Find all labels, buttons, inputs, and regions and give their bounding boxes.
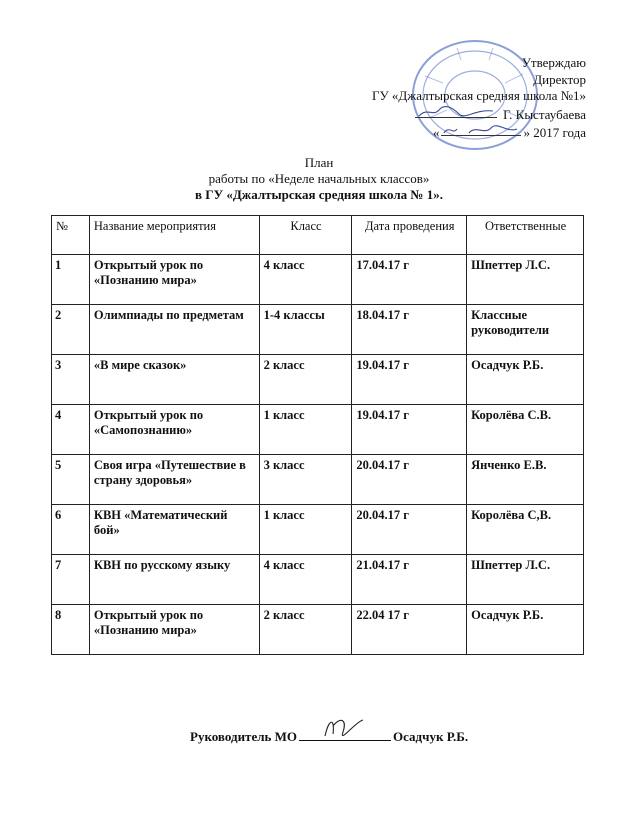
footer-signature-blank bbox=[299, 728, 391, 741]
table-row bbox=[52, 405, 584, 455]
row-class: 1 класс bbox=[259, 405, 352, 455]
table-row bbox=[52, 555, 584, 605]
approval-school: ГУ «Джалтырская средняя школа №1» bbox=[371, 88, 586, 103]
row-num: 2 bbox=[52, 305, 90, 355]
row-num: 8 bbox=[52, 605, 90, 655]
events-table bbox=[51, 215, 584, 655]
header-num: № bbox=[52, 216, 90, 255]
row-date: 20.04.17 г bbox=[352, 505, 467, 555]
footer-name: Осадчук Р.Б. bbox=[393, 729, 469, 744]
signature-blank bbox=[415, 105, 497, 118]
approval-signature-line bbox=[372, 105, 586, 124]
row-responsible: Янченко Е.В. bbox=[467, 455, 584, 505]
header-event-name: Название мероприятия bbox=[89, 216, 259, 255]
table-row bbox=[52, 505, 584, 555]
row-num: 1 bbox=[52, 255, 90, 305]
row-event-name: Олимпиады по предметам bbox=[89, 305, 259, 355]
row-class: 4 класс bbox=[259, 255, 352, 305]
row-num: 7 bbox=[52, 555, 90, 605]
approval-date-line: « » 2017 года bbox=[432, 125, 586, 140]
table-row bbox=[52, 355, 584, 405]
row-num: 4 bbox=[52, 405, 90, 455]
table-row bbox=[52, 305, 584, 355]
title-subject: работы по «Неделе начальных классов» bbox=[208, 171, 430, 186]
header-responsible: Ответственные bbox=[467, 216, 584, 255]
row-num: 5 bbox=[52, 455, 90, 505]
row-responsible: Классные руководители bbox=[467, 305, 584, 355]
row-responsible: Осадчук Р.Б. bbox=[467, 605, 584, 655]
row-date: 17.04.17 г bbox=[352, 255, 467, 305]
row-responsible: Королёва С,В. bbox=[467, 505, 584, 555]
title-plan: План bbox=[304, 155, 334, 170]
row-event-name: КВН «Математический бой» bbox=[89, 505, 259, 555]
approval-year: 2017 года bbox=[533, 125, 586, 140]
document-title bbox=[0, 155, 638, 203]
table-row bbox=[52, 455, 584, 505]
approval-block bbox=[372, 55, 586, 142]
row-class: 4 класс bbox=[259, 555, 352, 605]
title-school: в ГУ «Джалтырская средняя школа № 1». bbox=[195, 187, 443, 202]
header-date: Дата проведения bbox=[352, 216, 467, 255]
row-date: 20.04.17 г bbox=[352, 455, 467, 505]
footer-label: Руководитель МО bbox=[190, 729, 298, 744]
row-event-name: Открытый урок по «Самопознанию» bbox=[89, 405, 259, 455]
row-responsible: Королёва С.В. bbox=[467, 405, 584, 455]
approval-position: Директор bbox=[533, 71, 586, 87]
row-event-name: Открытый урок по «Познанию мира» bbox=[89, 605, 259, 655]
row-event-name: КВН по русскому языку bbox=[89, 555, 259, 605]
row-event-name: Открытый урок по «Познанию мира» bbox=[89, 255, 259, 305]
row-date: 19.04.17 г bbox=[352, 405, 467, 455]
table-header-row bbox=[52, 216, 584, 255]
header-class: Класс bbox=[259, 216, 352, 255]
row-class: 2 класс bbox=[259, 605, 352, 655]
table-row bbox=[52, 255, 584, 305]
row-date: 19.04.17 г bbox=[352, 355, 467, 405]
row-date: 18.04.17 г bbox=[352, 305, 467, 355]
row-responsible: Шпеттер Л.С. bbox=[467, 555, 584, 605]
table-row bbox=[52, 605, 584, 655]
approval-title: Утверждаю bbox=[521, 55, 586, 70]
date-blank bbox=[441, 123, 521, 136]
row-class: 1-4 классы bbox=[259, 305, 352, 355]
row-class: 3 класс bbox=[259, 455, 352, 505]
row-num: 3 bbox=[52, 355, 90, 405]
handwritten-date bbox=[441, 123, 521, 137]
row-class: 2 класс bbox=[259, 355, 352, 405]
director-signature bbox=[415, 105, 497, 119]
row-responsible: Осадчук Р.Б. bbox=[467, 355, 584, 405]
director-name: Г. Кыстаубаева bbox=[503, 106, 586, 122]
row-event-name: Своя игра «Путешествие в страну здоровья» bbox=[89, 455, 259, 505]
row-num: 6 bbox=[52, 505, 90, 555]
row-date: 22.04 17 г bbox=[352, 605, 467, 655]
row-class: 1 класс bbox=[259, 505, 352, 555]
footer-signature-line bbox=[190, 728, 468, 745]
row-date: 21.04.17 г bbox=[352, 555, 467, 605]
row-event-name: «В мире сказок» bbox=[89, 355, 259, 405]
row-responsible: Шпеттер Л.С. bbox=[467, 255, 584, 305]
head-signature bbox=[319, 714, 369, 740]
